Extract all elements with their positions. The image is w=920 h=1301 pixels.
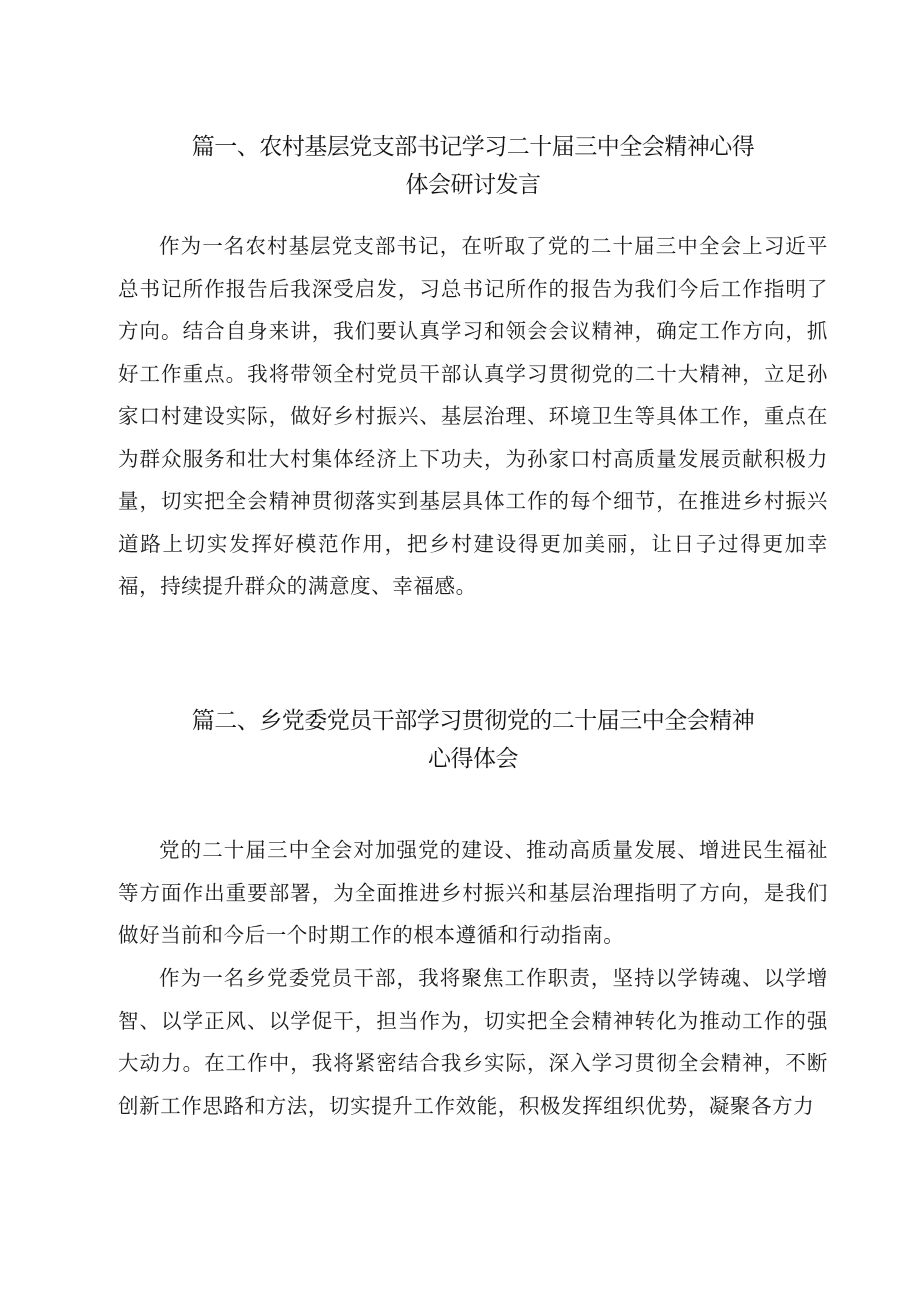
section-2-title-line-2: 心得体会 [428,746,518,772]
section-1-title-line-1: 篇一、农村基层党支部书记学习二十届三中全会精神心得 [191,134,755,160]
section-2-title [118,702,828,778]
section-2-paragraph-2: 作为一名乡党委党员干部，我将聚焦工作职责，坚持以学铸魂、以学增智、以学正风、以学促干，担当作为，切实把全会精神转化为推动工作的强大动力。在工作中，我将紧密结合我乡实际，深入学习贯彻全会精神，不断创新工作思路和方法，切实提升工作效能，积极发挥组织优势，凝聚各方力 [118,966,828,1118]
section-1-title [118,128,828,204]
section-1-paragraph: 作为一名农村基层党支部书记，在听取了党的二十届三中全会上习近平总书记所作报告后我深受启发，习总书记所作的报告为我们今后工作指明了方向。结合自身来讲，我们要认真学习和领会会议精神，确定工作方向，抓好工作重点。我将带领全村党员干部认真学习贯彻党的二十大精神，立足孙家口村建设实际，做好乡村振兴、基层治理、环境卫生等具体工作，重点在为群众服务和壮大村集体经济上下功夫，为孙家口村高质量发展贡献积极力量，切实把全会精神贯彻落实到基层具体工作的每个细节，在推进乡村振兴道路上切实发挥好模范作用，把乡村建设得更加美丽，让日子过得更加幸福，持续提升群众的满意度、幸福感。 [118,234,828,598]
section-1-title-line-2: 体会研讨发言 [405,172,541,198]
section-2-title-line-1: 篇二、乡党委党员干部学习贯彻党的二十届三中全会精神 [191,708,755,734]
section-2-paragraph-1: 党的二十届三中全会对加强党的建设、推动高质量发展、增进民生福祉等方面作出重要部署，为全面推进乡村振兴和基层治理指明了方向，是我们做好当前和今后一个时期工作的根本遵循和行动指南。 [118,838,828,947]
